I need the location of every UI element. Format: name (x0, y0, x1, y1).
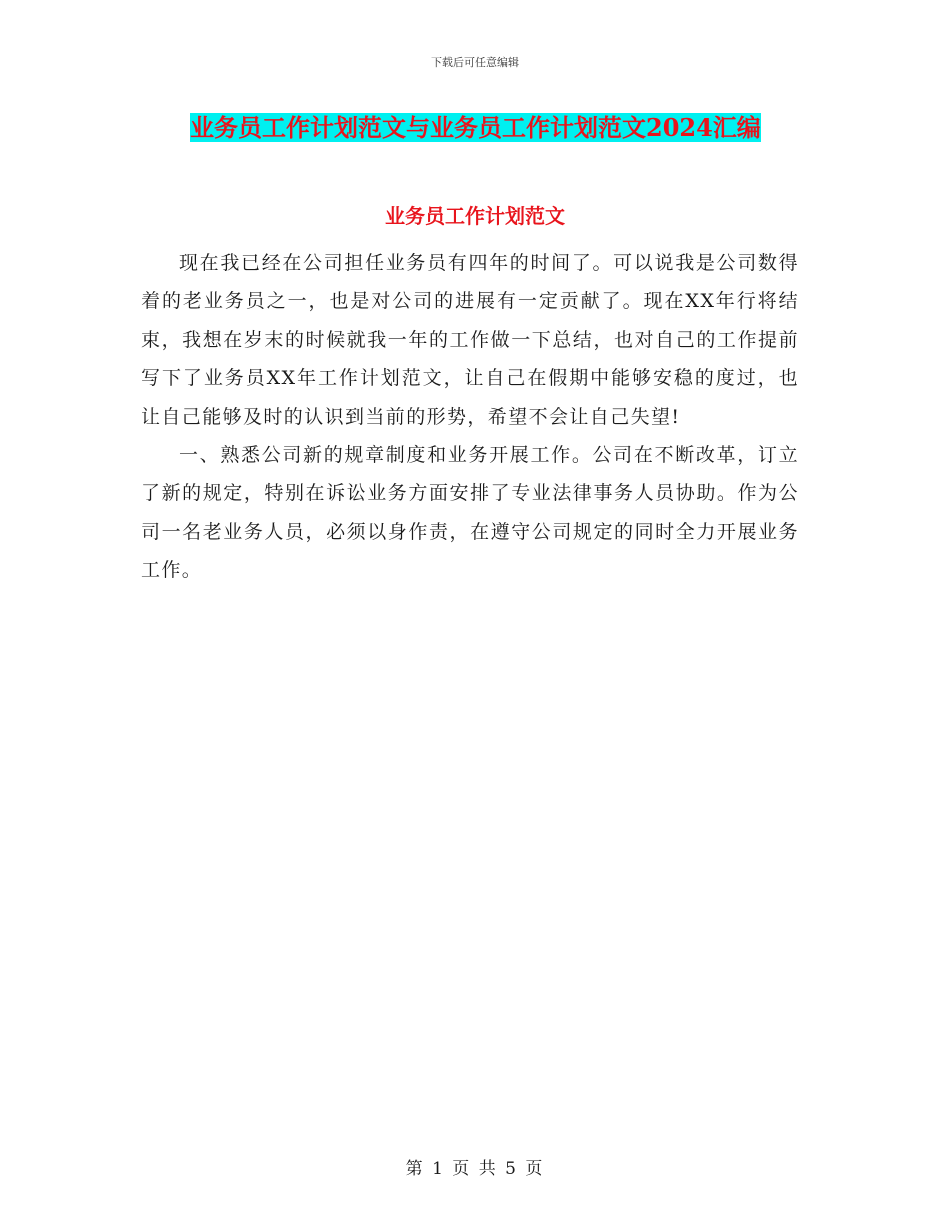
document-body (141, 244, 799, 590)
page-footer-indicator: 第 1 页 共 5 页 (405, 1159, 545, 1179)
body-paragraph-2: 一、熟悉公司新的规章制度和业务开展工作。公司在不断改革，订立了新的规定，特别在诉讼业务方面安排了专业法律事务人员协助。作为公司一名老业务人员，必须以身作责，在遵守公司规定的同时全力开展业务工作。 (141, 444, 799, 582)
document-title-text: 业务员工作计划范文与业务员工作计划范文2024汇编 (190, 113, 761, 142)
document-title (188, 112, 763, 144)
section-title: 业务员工作计划范文 (385, 204, 565, 228)
page-header-note: 下载后可任意编辑 (431, 56, 519, 69)
body-paragraph-1: 现在我已经在公司担任业务员有四年的时间了。可以说我是公司数得着的老业务员之一，也是对公司的进展有一定贡献了。现在XX年行将结束，我想在岁末的时候就我一年的工作做一下总结，也对自己的工作提前写下了业务员XX年工作计划范文，让自己在假期中能够安稳的度过，也让自己能够及时的认识到当前的形势，希望不会让自己失望! (141, 252, 799, 428)
